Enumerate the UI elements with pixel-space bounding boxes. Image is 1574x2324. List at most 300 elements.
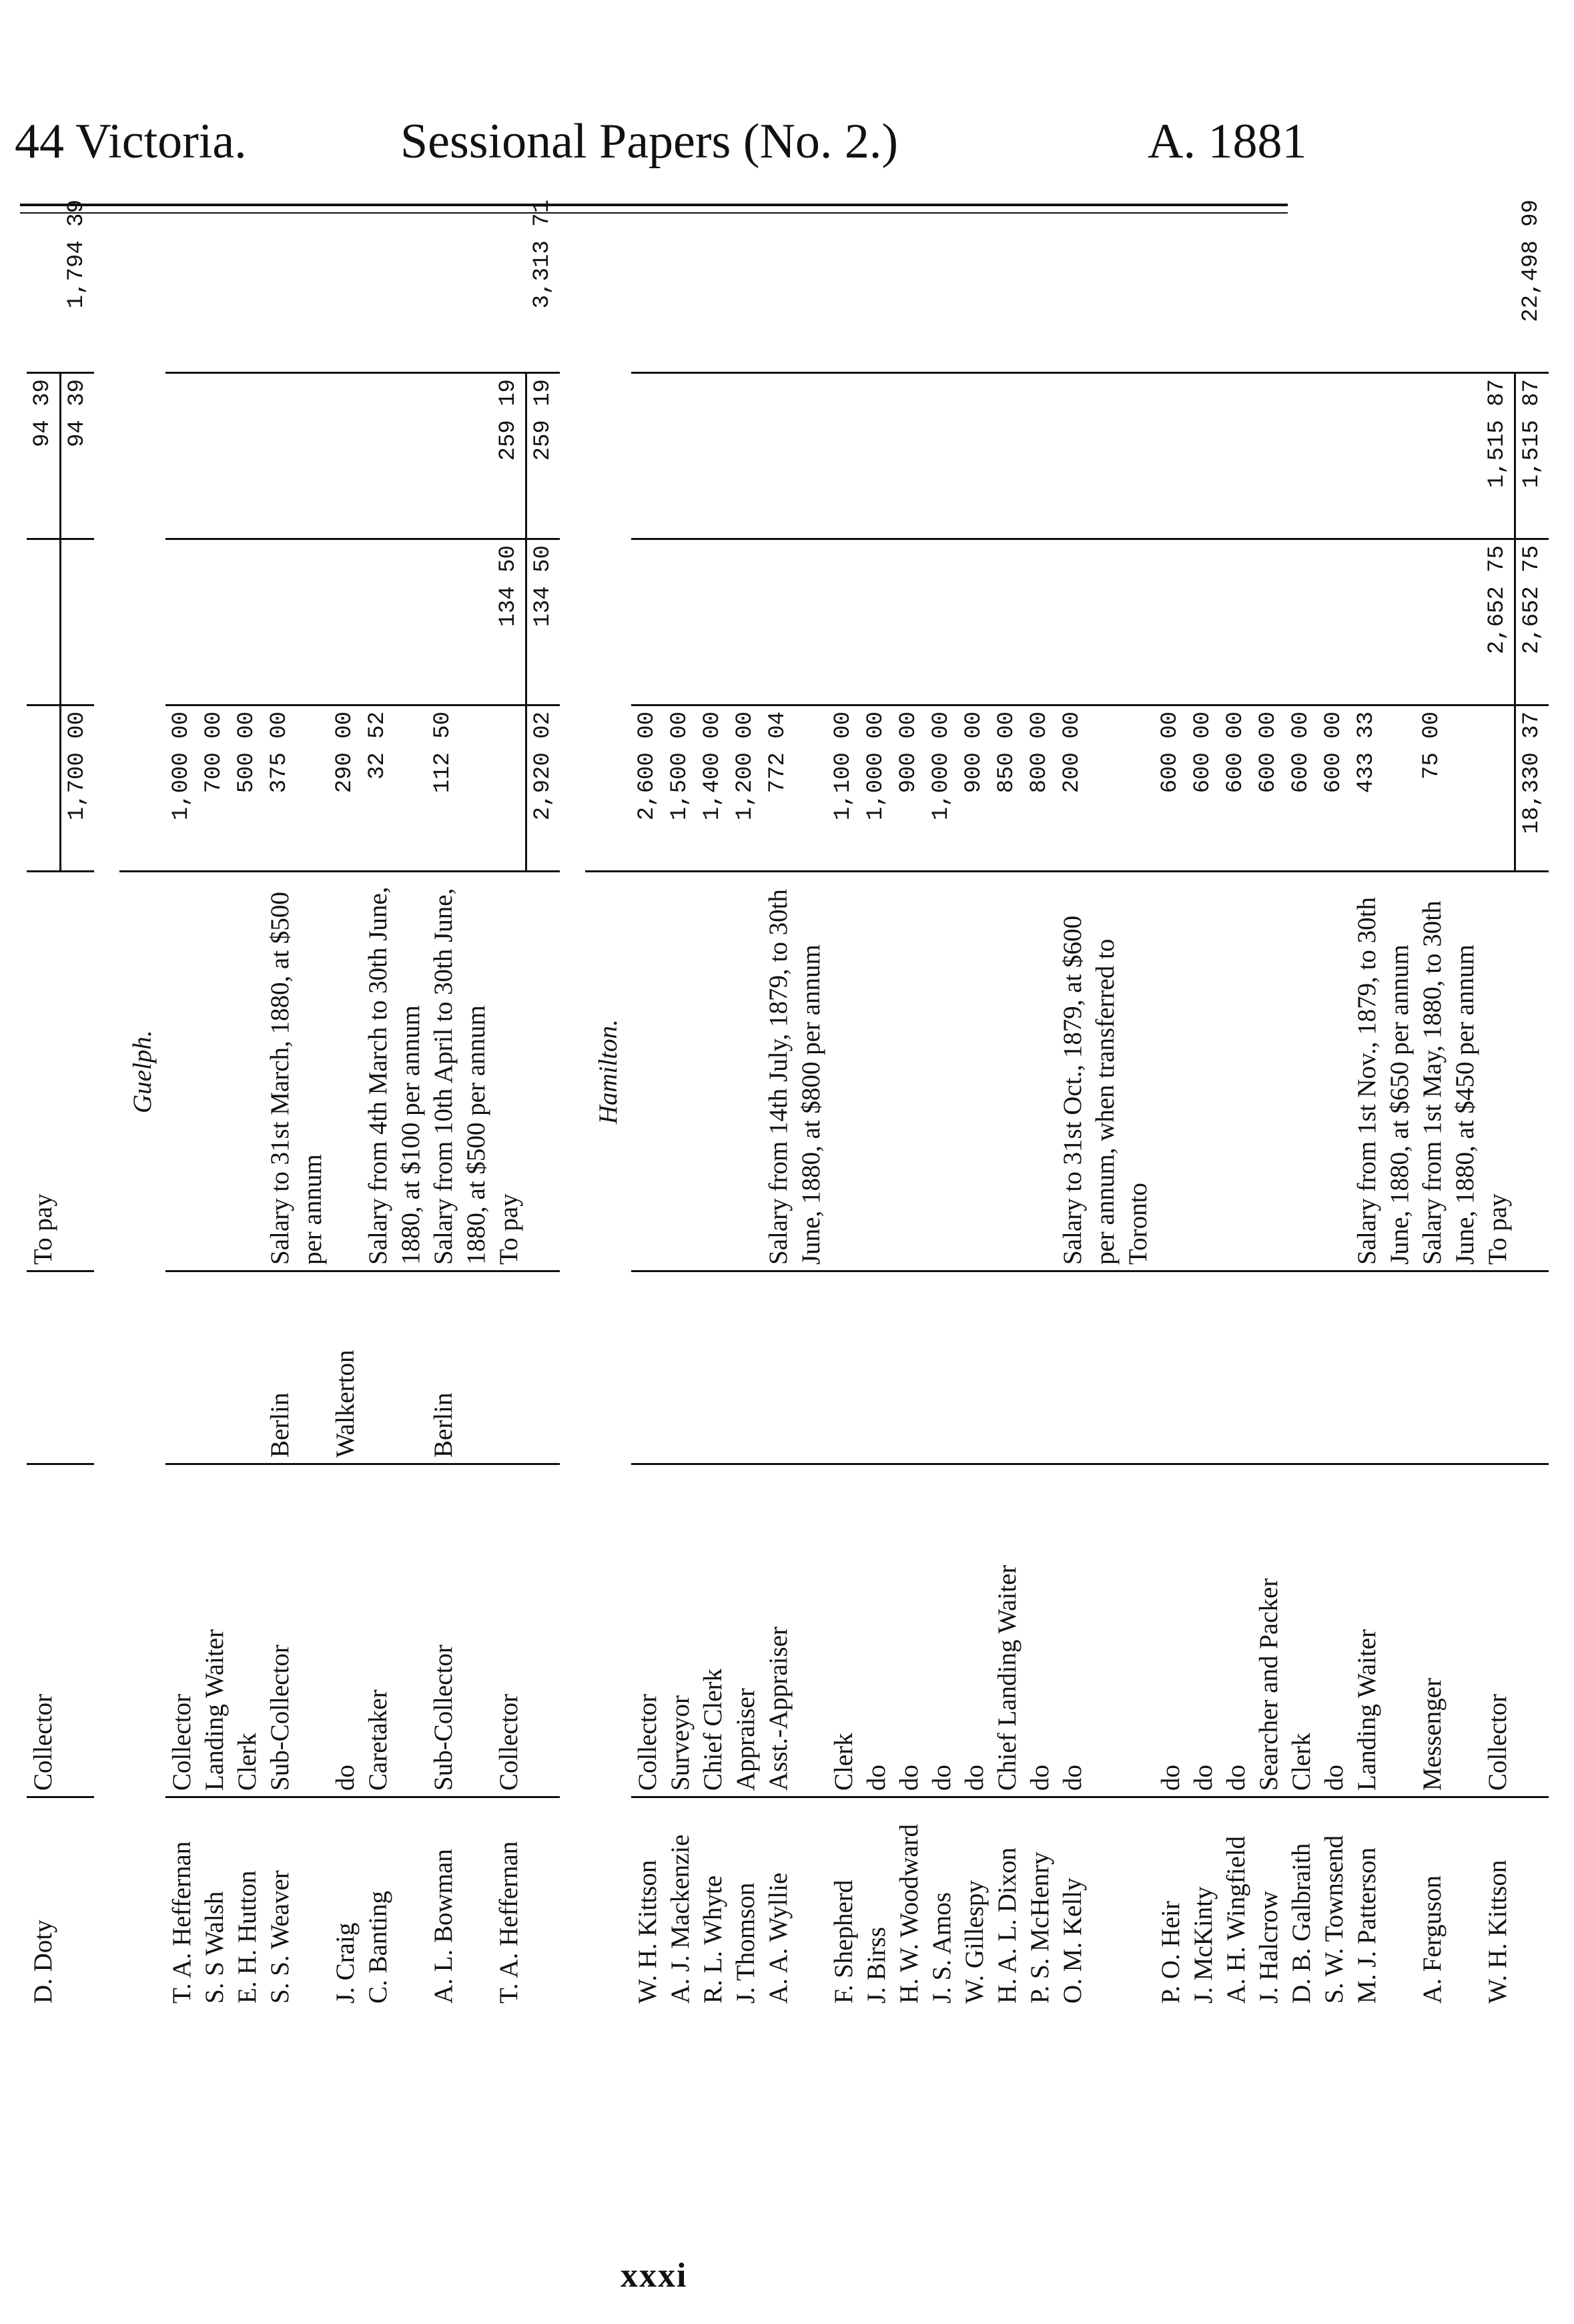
- amount-col3-cell: 94 39: [27, 373, 61, 539]
- description-cell: [61, 872, 95, 1271]
- amount-col3-cell: [1154, 373, 1187, 539]
- amount-col2-cell: [27, 539, 61, 705]
- port-cell: [1416, 1271, 1481, 1464]
- table-row: [165, 194, 198, 2009]
- amount-total-cell: [991, 194, 1024, 373]
- description-cell: Salary from 1st May, 1880, to 30th June, 1880, at $450 per annum: [1416, 872, 1481, 1271]
- amount-col2-cell: [1056, 539, 1154, 705]
- name-cell: J. S. Amos: [925, 1797, 958, 2010]
- amount-salary-cell: 1,700 00: [61, 705, 95, 872]
- name-cell: [1515, 1797, 1549, 2010]
- name-cell: [526, 1797, 560, 2010]
- description-cell: [893, 872, 925, 1271]
- amount-total-cell: [1024, 194, 1056, 373]
- position-cell: Clerk: [231, 1464, 264, 1797]
- position-cell: Searcher and Packer: [1252, 1464, 1285, 1797]
- position-cell: do: [329, 1464, 362, 1797]
- amount-total-cell: [165, 194, 198, 373]
- ledger-table: [27, 194, 1574, 2009]
- amount-col3-cell: [925, 373, 958, 539]
- position-cell: Collector: [27, 1464, 61, 1797]
- amount-total-cell: [264, 194, 329, 373]
- amount-col3-cell: [198, 373, 231, 539]
- position-cell: do: [958, 1464, 991, 1797]
- amount-col3-cell: [1350, 373, 1416, 539]
- amount-col2-cell: [729, 539, 762, 705]
- position-cell: [1515, 1464, 1549, 1797]
- amount-salary-cell: [27, 705, 61, 872]
- amount-salary-cell: 600 00: [1154, 705, 1187, 872]
- amount-salary-cell: 900 00: [958, 705, 991, 872]
- amount-col2-cell: [1220, 539, 1252, 705]
- description-cell: [1154, 872, 1187, 1271]
- position-cell: do: [1024, 1464, 1056, 1797]
- description-cell: [231, 872, 264, 1271]
- amount-col3-cell: [991, 373, 1024, 539]
- amount-col2-cell: [329, 539, 362, 705]
- name-cell: P. O. Heir: [1154, 1797, 1187, 2010]
- port-cell: [958, 1271, 991, 1464]
- amount-col2-cell: [1024, 539, 1056, 705]
- port-cell: [231, 1271, 264, 1464]
- amount-col3-cell: [1416, 373, 1481, 539]
- table-row: [1024, 194, 1056, 2009]
- amount-col3-cell: [729, 373, 762, 539]
- position-cell: Sub-Collector: [427, 1464, 492, 1797]
- description-cell: [925, 872, 958, 1271]
- amount-col3-cell: [860, 373, 893, 539]
- table-row: [1154, 194, 1187, 2009]
- port-cell: [762, 1271, 827, 1464]
- amount-col3-cell: [427, 373, 492, 539]
- port-cell: [991, 1271, 1024, 1464]
- name-cell: A. L. Bowman: [427, 1797, 492, 2010]
- table-row: [827, 194, 860, 2009]
- description-cell: [729, 872, 762, 1271]
- amount-col3-cell: [827, 373, 860, 539]
- port-cell: [1154, 1271, 1187, 1464]
- description-cell: [198, 872, 231, 1271]
- amount-col2-cell: [61, 539, 95, 705]
- table-row: [492, 194, 526, 2009]
- amount-salary-cell: 600 00: [1318, 705, 1350, 872]
- amount-total-cell: [925, 194, 958, 373]
- port-cell: [697, 1271, 729, 1464]
- position-cell: [526, 1464, 560, 1797]
- position-cell: do: [925, 1464, 958, 1797]
- amount-total-cell: [198, 194, 231, 373]
- port-cell: [631, 1271, 664, 1464]
- position-cell: Appraiser: [729, 1464, 762, 1797]
- amount-salary-cell: 1,000 00: [165, 705, 198, 872]
- table-row: [958, 194, 991, 2009]
- description-cell: [1515, 872, 1549, 1271]
- amount-col2-cell: [231, 539, 264, 705]
- page-number: xxxi: [621, 2257, 688, 2295]
- amount-total-cell: [427, 194, 492, 373]
- rotated-ledger: [27, 200, 1545, 2009]
- description-cell: [697, 872, 729, 1271]
- position-cell: do: [860, 1464, 893, 1797]
- amount-total-cell: [893, 194, 925, 373]
- name-cell: W. H. Kittson: [1481, 1797, 1515, 2010]
- position-cell: do: [1154, 1464, 1187, 1797]
- name-cell: H. W. Woodward: [893, 1797, 925, 2010]
- description-cell: [958, 872, 991, 1271]
- amount-col2-cell: [1252, 539, 1285, 705]
- table-row: [729, 194, 762, 2009]
- header-left: 44 Victoria.: [15, 114, 247, 169]
- amount-salary-cell: 800 00: [1024, 705, 1056, 872]
- amount-total-cell: [329, 194, 362, 373]
- port-cell: [362, 1271, 427, 1464]
- name-cell: E. H. Hutton: [231, 1797, 264, 2010]
- position-cell: do: [1220, 1464, 1252, 1797]
- position-cell: Clerk: [1285, 1464, 1318, 1797]
- name-cell: R. L. Whyte: [697, 1797, 729, 2010]
- port-cell: [1024, 1271, 1056, 1464]
- amount-salary-cell: 1,100 00: [827, 705, 860, 872]
- name-cell: T. A. Heffernan: [165, 1797, 198, 2010]
- position-cell: Sub-Collector: [264, 1464, 329, 1797]
- port-cell: Berlin: [264, 1271, 329, 1464]
- amount-col2-cell: [664, 539, 697, 705]
- description-cell: [860, 872, 893, 1271]
- amount-col2-cell: [991, 539, 1024, 705]
- amount-salary-cell: 1,500 00: [664, 705, 697, 872]
- port-cell: [925, 1271, 958, 1464]
- position-cell: do: [1187, 1464, 1220, 1797]
- port-cell: [664, 1271, 697, 1464]
- position-cell: Chief Landing Waiter: [991, 1464, 1024, 1797]
- amount-col2-cell: [198, 539, 231, 705]
- position-cell: Collector: [165, 1464, 198, 1797]
- table-row: [427, 194, 492, 2009]
- port-cell: [1285, 1271, 1318, 1464]
- table-row: [860, 194, 893, 2009]
- table-row: [231, 194, 264, 2009]
- description-cell: [1220, 872, 1252, 1271]
- amount-col2-cell: [1154, 539, 1187, 705]
- table-row: [664, 194, 697, 2009]
- amount-col3-cell: [697, 373, 729, 539]
- name-cell: T. A. Heffernan: [492, 1797, 526, 2010]
- amount-salary-cell: 433 33: [1350, 705, 1416, 872]
- amount-total-cell: [1252, 194, 1285, 373]
- amount-col2-cell: [631, 539, 664, 705]
- position-cell: Collector: [631, 1464, 664, 1797]
- position-cell: Collector: [1481, 1464, 1515, 1797]
- amount-col3-cell: [762, 373, 827, 539]
- amount-total-cell: [1187, 194, 1220, 373]
- port-cell: [165, 1271, 198, 1464]
- amount-salary-cell: [492, 705, 526, 872]
- name-cell: A. J. Mackenzie: [664, 1797, 697, 2010]
- amount-salary-cell: 1,400 00: [697, 705, 729, 872]
- name-cell: O. M. Kelly: [1056, 1797, 1154, 2010]
- table-row: [631, 194, 664, 2009]
- amount-salary-cell: 18,330 37: [1515, 705, 1549, 872]
- header-right: A. 1881: [1148, 114, 1307, 169]
- description-cell: [165, 872, 198, 1271]
- amount-col3-cell: [1187, 373, 1220, 539]
- description-cell: [1318, 872, 1350, 1271]
- amount-col2-cell: [165, 539, 198, 705]
- amount-total-cell: [664, 194, 697, 373]
- position-cell: Landing Waiter: [1350, 1464, 1416, 1797]
- name-cell: P. S. McHenry: [1024, 1797, 1056, 2010]
- amount-salary-cell: 375 00: [264, 705, 329, 872]
- position-cell: Surveyor: [664, 1464, 697, 1797]
- amount-col2-cell: [958, 539, 991, 705]
- amount-total-cell: [1285, 194, 1318, 373]
- table-row: [1056, 194, 1154, 2009]
- name-cell: J. McKinty: [1187, 1797, 1220, 2010]
- amount-salary-cell: 600 00: [1252, 705, 1285, 872]
- position-cell: do: [1318, 1464, 1350, 1797]
- port-cell: [729, 1271, 762, 1464]
- name-cell: J. Birss: [860, 1797, 893, 2010]
- amount-total-cell: [762, 194, 827, 373]
- amount-col2-cell: [427, 539, 492, 705]
- amount-col2-cell: [860, 539, 893, 705]
- description-cell: Salary from 4th March to 30th June, 1880, at $100 per annum: [362, 872, 427, 1271]
- amount-total-cell: [631, 194, 664, 373]
- amount-salary-cell: 772 04: [762, 705, 827, 872]
- amount-salary-cell: 290 00: [329, 705, 362, 872]
- position-cell: Caretaker: [362, 1464, 427, 1797]
- description-cell: To pay: [1481, 872, 1515, 1271]
- name-cell: J. Halcrow: [1252, 1797, 1285, 2010]
- port-cell: [1220, 1271, 1252, 1464]
- description-cell: [827, 872, 860, 1271]
- position-cell: do: [893, 1464, 925, 1797]
- position-cell: Messenger: [1416, 1464, 1481, 1797]
- position-cell: Landing Waiter: [198, 1464, 231, 1797]
- description-cell: [1285, 872, 1318, 1271]
- position-cell: do: [1056, 1464, 1154, 1797]
- amount-col2-cell: [827, 539, 860, 705]
- section-hamilton-label: Hamilton.: [585, 872, 631, 1271]
- port-cell: [893, 1271, 925, 1464]
- amount-col3-cell: 1,515 87: [1481, 373, 1515, 539]
- description-cell: Salary from 10th April to 30th June, 1880, at $500 per annum: [427, 872, 492, 1271]
- amount-col2-cell: [697, 539, 729, 705]
- port-cell: [1515, 1271, 1549, 1464]
- description-cell: Salary to 31st Oct., 1879, at $600 per annum, when transferred to Toronto: [1056, 872, 1154, 1271]
- amount-col3-cell: [1220, 373, 1252, 539]
- name-cell: S. S Walsh: [198, 1797, 231, 2010]
- port-cell: [1252, 1271, 1285, 1464]
- total-row: [1515, 194, 1549, 2009]
- amount-col3-cell: [231, 373, 264, 539]
- port-cell: [1350, 1271, 1416, 1464]
- table-row: [1252, 194, 1285, 2009]
- amount-salary-cell: 1,000 00: [925, 705, 958, 872]
- total-row: [61, 194, 95, 2009]
- amount-total-cell: [958, 194, 991, 373]
- amount-total-cell: [1318, 194, 1350, 373]
- amount-col3-cell: [1024, 373, 1056, 539]
- description-cell: [631, 872, 664, 1271]
- description-cell: [664, 872, 697, 1271]
- amount-col3-cell: 1,515 87: [1515, 373, 1549, 539]
- amount-total-cell: [697, 194, 729, 373]
- row-spacer: [94, 194, 119, 2009]
- name-cell: J. Thomson: [729, 1797, 762, 2010]
- name-cell: S. S. Weaver: [264, 1797, 329, 2010]
- port-cell: [1187, 1271, 1220, 1464]
- amount-salary-cell: [1481, 705, 1515, 872]
- port-cell: [27, 1271, 61, 1464]
- port-cell: [827, 1271, 860, 1464]
- amount-col2-cell: [925, 539, 958, 705]
- amount-salary-cell: 112 50: [427, 705, 492, 872]
- amount-total-cell: 22,498 99: [1518, 200, 1544, 322]
- amount-salary-cell: 2,920 02: [526, 705, 560, 872]
- amount-total-cell: [1350, 194, 1416, 373]
- position-cell: Asst.-Appraiser: [762, 1464, 827, 1797]
- name-cell: A. H. Wingfield: [1220, 1797, 1252, 2010]
- amount-total-cell: [362, 194, 427, 373]
- position-cell: Clerk: [827, 1464, 860, 1797]
- table-row: [1481, 194, 1515, 2009]
- port-cell: [198, 1271, 231, 1464]
- name-cell: W. H. Kittson: [631, 1797, 664, 2010]
- amount-col3-cell: [264, 373, 329, 539]
- table-row: [27, 194, 61, 2009]
- amount-total-cell: [827, 194, 860, 373]
- amount-col3-cell: [165, 373, 198, 539]
- amount-salary-cell: 200 00: [1056, 705, 1154, 872]
- amount-total-cell: [231, 194, 264, 373]
- description-cell: [1252, 872, 1285, 1271]
- amount-col3-cell: 259 19: [526, 373, 560, 539]
- table-row: [762, 194, 827, 2009]
- amount-col2-cell: 134 50: [492, 539, 526, 705]
- amount-col3-cell: [1285, 373, 1318, 539]
- amount-col3-cell: [1252, 373, 1285, 539]
- name-cell: C. Banting: [362, 1797, 427, 2010]
- amount-col2-cell: [1187, 539, 1220, 705]
- section-guelph-label: Guelph.: [119, 872, 165, 1271]
- table-row: [362, 194, 427, 2009]
- description-cell: To pay: [492, 872, 526, 1271]
- amount-total-cell: [1056, 194, 1154, 373]
- name-cell: D. Doty: [27, 1797, 61, 2010]
- amount-col2-cell: 2,652 75: [1481, 539, 1515, 705]
- name-cell: A. Ferguson: [1416, 1797, 1481, 2010]
- port-cell: [1481, 1271, 1515, 1464]
- name-cell: F. Shepherd: [827, 1797, 860, 2010]
- amount-salary-cell: 700 00: [198, 705, 231, 872]
- amount-salary-cell: 75 00: [1416, 705, 1481, 872]
- row-spacer: [1549, 194, 1574, 2009]
- port-cell: [1318, 1271, 1350, 1464]
- amount-col3-cell: [893, 373, 925, 539]
- name-cell: J. Craig: [329, 1797, 362, 2010]
- amount-col3-cell: [362, 373, 427, 539]
- total-row: [526, 194, 560, 2009]
- description-cell: Salary to 31st March, 1880, at $500 per annum: [264, 872, 329, 1271]
- name-cell: W. Gillespy: [958, 1797, 991, 2010]
- table-row: [925, 194, 958, 2009]
- amount-col2-cell: 134 50: [526, 539, 560, 705]
- table-row: [1318, 194, 1350, 2009]
- port-cell: [61, 1271, 95, 1464]
- amount-salary-cell: 2,600 00: [631, 705, 664, 872]
- amount-col3-cell: 94 39: [61, 373, 95, 539]
- table-row: [1220, 194, 1252, 2009]
- amount-salary-cell: 600 00: [1220, 705, 1252, 872]
- amount-salary-cell: 600 00: [1285, 705, 1318, 872]
- amount-col3-cell: [1318, 373, 1350, 539]
- amount-salary-cell: 1,000 00: [860, 705, 893, 872]
- amount-col2-cell: [762, 539, 827, 705]
- header-center: Sessional Papers (No. 2.): [400, 114, 899, 169]
- description-cell: Salary from 1st Nov., 1879, to 30th June, 1880, at $650 per annum: [1350, 872, 1416, 1271]
- table-row: [329, 194, 362, 2009]
- description-cell: [526, 872, 560, 1271]
- amount-salary-cell: 900 00: [893, 705, 925, 872]
- amount-salary-cell: 500 00: [231, 705, 264, 872]
- name-cell: H. A. L. Dixon: [991, 1797, 1024, 2010]
- section-guelph: [119, 194, 165, 2009]
- name-cell: [61, 1797, 95, 2010]
- position-cell: [61, 1464, 95, 1797]
- amount-col2-cell: [893, 539, 925, 705]
- amount-salary-cell: 32 52: [362, 705, 427, 872]
- table-row: [893, 194, 925, 2009]
- table-row: [198, 194, 231, 2009]
- amount-total-cell: [1220, 194, 1252, 373]
- amount-total-cell: [860, 194, 893, 373]
- amount-total-cell: [27, 194, 61, 373]
- port-cell: [492, 1271, 526, 1464]
- name-cell: M. J. Patterson: [1350, 1797, 1416, 2010]
- port-cell: Berlin: [427, 1271, 492, 1464]
- table-row: [1285, 194, 1318, 2009]
- amount-col3-cell: [329, 373, 362, 539]
- amount-total-cell: [492, 194, 526, 373]
- amount-col2-cell: 2,652 75: [1515, 539, 1549, 705]
- table-row: [697, 194, 729, 2009]
- description-cell: [1024, 872, 1056, 1271]
- table-row: [991, 194, 1024, 2009]
- table-row: [1350, 194, 1416, 2009]
- amount-salary-cell: 600 00: [1187, 705, 1220, 872]
- amount-col2-cell: [362, 539, 427, 705]
- port-cell: Walkerton: [329, 1271, 362, 1464]
- amount-col3-cell: 259 19: [492, 373, 526, 539]
- amount-col3-cell: [958, 373, 991, 539]
- amount-total-cell: [1416, 194, 1481, 373]
- description-cell: Salary from 14th July, 1879, to 30th June, 1880, at $800 per annum: [762, 872, 827, 1271]
- amount-col3-cell: [631, 373, 664, 539]
- description-cell: [1187, 872, 1220, 1271]
- table-row: [264, 194, 329, 2009]
- table-row: [1416, 194, 1481, 2009]
- name-cell: A. A. Wyllie: [762, 1797, 827, 2010]
- name-cell: S. W. Townsend: [1318, 1797, 1350, 2010]
- description-cell: To pay: [27, 872, 61, 1271]
- row-spacer: [560, 194, 585, 2009]
- amount-total-cell: 1,794 39: [63, 200, 89, 309]
- amount-col2-cell: [1350, 539, 1416, 705]
- position-cell: Chief Clerk: [697, 1464, 729, 1797]
- amount-salary-cell: 1,200 00: [729, 705, 762, 872]
- amount-col2-cell: [1285, 539, 1318, 705]
